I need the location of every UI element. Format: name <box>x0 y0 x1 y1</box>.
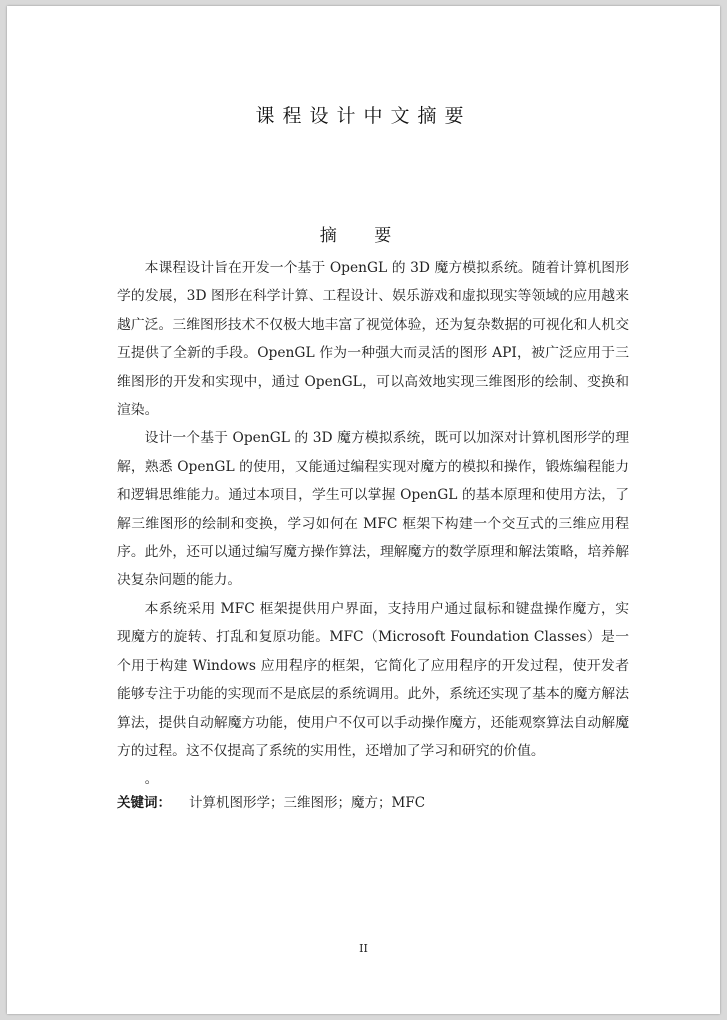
keywords-label: 关键词： <box>117 795 171 811</box>
keywords-line <box>117 789 425 817</box>
abstract-body <box>117 254 629 793</box>
stray-mark: 。 <box>144 771 159 788</box>
abstract-paragraph-2: 设计一个基于 OpenGL 的 3D 魔方模拟系统，既可以加深对计算机图形学的理解，熟悉 OpenGL 的使用，又能通过编程实现对魔方的模拟和操作，锻炼编程能力和逻辑思维能力。通过本项目，学生可以掌握 OpenGL 的基本原理和使用方法，了解三维图形的绘制和变换，学习如何在 MFC 框架下构建一个交互式的三维应用程序。此外，还可以通过编写魔方操作算法，理解魔方的数学原理和解法策略，培养解决复杂问题的能力。 <box>117 430 629 589</box>
page-number: II <box>359 942 368 955</box>
abstract-paragraph-1: 本课程设计旨在开发一个基于 OpenGL 的 3D 魔方模拟系统。随着计算机图形学的发展，3D 图形在科学计算、工程设计、娱乐游戏和虚拟现实等领域的应用越来越广泛。三维图形技术不仅极大地丰富了视觉体验，还为复杂数据的可视化和人机交互提供了全新的手段。OpenGL 作为一种强大而灵活的图形 API，被广泛应用于三维图形的开发和实现中，通过 OpenGL，可以高效地实现三维图形的绘制、变换和渲染。 <box>117 260 629 419</box>
abstract-heading: 摘 要 <box>319 226 408 246</box>
abstract-paragraph-3: 本系统采用 MFC 框架提供用户界面，支持用户通过鼠标和键盘操作魔方，实现魔方的旋转、打乱和复原功能。MFC（Microsoft Foundation Classes）是一个用于构建 Windows 应用程序的框架，它简化了应用程序的开发过程，使开发者能够专注于功能的实现而不是底层的系统调用。此外，系统还实现了基本的魔方解法算法，提供自动解魔方功能，使用户不仅可以手动操作魔方，还能观察算法自动解魔方的过程。这不仅提高了系统的实用性，还增加了学习和研究的价值。 <box>117 600 629 759</box>
document-page <box>7 6 720 1014</box>
keywords-value: 计算机图形学；三维图形；魔方；MFC <box>189 795 426 811</box>
cover-title: 课程设计中文摘要 <box>255 105 472 127</box>
